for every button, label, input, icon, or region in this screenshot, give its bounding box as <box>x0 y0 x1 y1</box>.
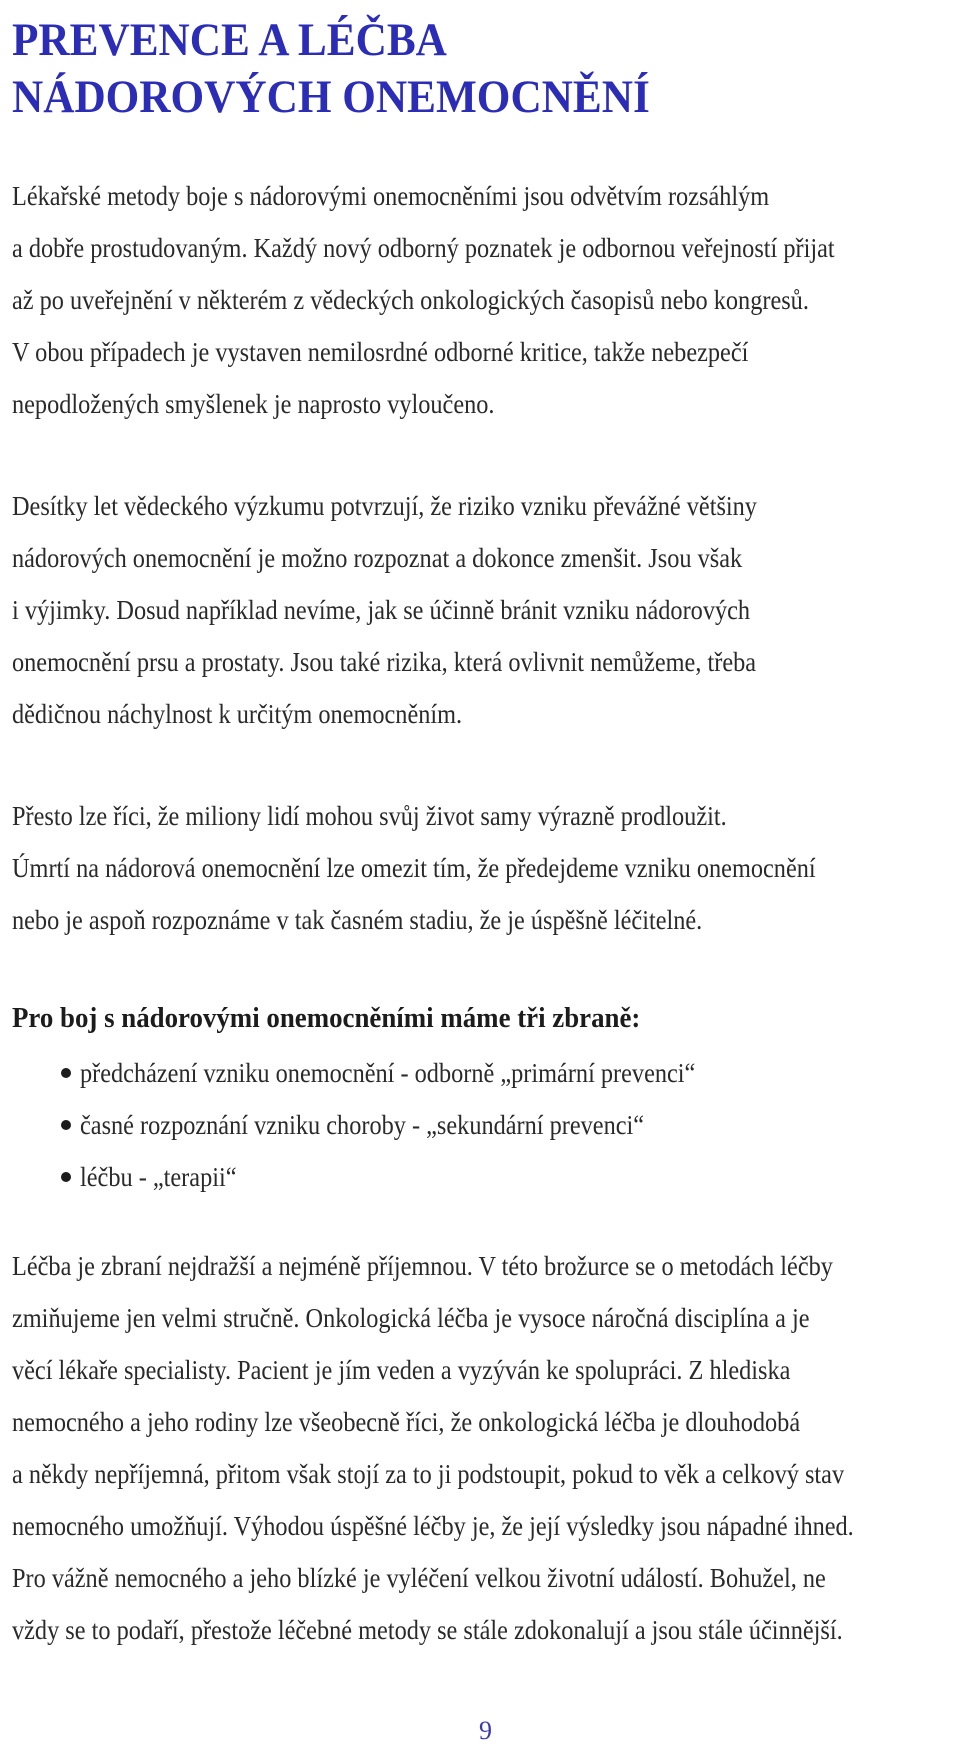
list-item <box>12 1099 764 1151</box>
bullet-icon <box>61 1172 71 1182</box>
title-line-1: PREVENCE A LÉČBA <box>12 14 447 66</box>
text-line: a dobře prostudovaným. Každý nový odborný poznatek je odbornou veřejností přijat <box>12 233 835 263</box>
text-line: Přesto lze říci, že miliony lidí mohou svůj život samy výrazně prodloužit. <box>12 801 727 831</box>
text-line: i výjimky. Dosud například nevíme, jak se účinně bránit vzniku nádorových <box>12 595 751 625</box>
text-line: nemocného a jeho rodiny lze všeobecně říci, že onkologická léčba je dlouhodobá <box>12 1407 801 1437</box>
text-line: nebo je aspoň rozpoznáme v tak časném stadiu, že je úspěšně léčitelné. <box>12 905 703 935</box>
page-title <box>12 12 650 126</box>
list-item-text: předcházení vzniku onemocnění - odborně „primární prevenci“ <box>80 1058 696 1088</box>
text-line: nemocného umožňují. Výhodou úspěšné léčby je, že její výsledky jsou nápadné ihned. <box>12 1511 854 1541</box>
text-line: dědičnou náchylnost k určitým onemocněním. <box>12 699 463 729</box>
weapons-list <box>12 1047 764 1203</box>
treatment-paragraph <box>12 1240 952 1656</box>
text-line: Léčba je zbraní nejdražší a nejméně příjemnou. V této brožurce se o metodách léčby <box>12 1251 833 1281</box>
text-line: Pro vážně nemocného a jeho blízké je vyléčení velkou životní událostí. Bohužel, ne <box>12 1563 826 1593</box>
text-line: Lékařské metody boje s nádorovými onemocněními jsou odvětvím rozsáhlým <box>12 181 770 211</box>
text-line: věcí lékaře specialisty. Pacient je jím veden a vyzýván ke spolupráci. Z hlediska <box>12 1355 791 1385</box>
text-line: nepodložených smyšlenek je naprosto vyloučeno. <box>12 389 495 419</box>
text-line: až po uveřejnění v některém z vědeckých onkologických časopisů nebo kongresů. <box>12 285 809 315</box>
bullet-icon <box>61 1068 71 1078</box>
text-line: Úmrtí na nádorová onemocnění lze omezit tím, že předejdeme vzniku onemocnění <box>12 853 816 883</box>
list-item <box>12 1047 764 1099</box>
text-line: a někdy nepříjemná, přitom však stojí za to ji podstoupit, pokud to věk a celkový stav <box>12 1459 845 1489</box>
list-item-text: časné rozpoznání vzniku choroby - „sekundární prevenci“ <box>80 1110 645 1140</box>
prolong-life-paragraph <box>12 790 952 946</box>
text-line: nádorových onemocnění je možno rozpoznat a dokonce zmenšit. Jsou však <box>12 543 743 573</box>
intro-paragraph <box>12 170 952 430</box>
page-number: 9 <box>479 1716 492 1745</box>
weapons-heading: Pro boj s nádorovými onemocněními máme tři zbraně: <box>12 1003 641 1034</box>
bullet-icon <box>61 1120 71 1130</box>
research-paragraph <box>12 480 952 740</box>
text-line: V obou případech je vystaven nemilosrdné odborné kritice, takže nebezpečí <box>12 337 749 367</box>
list-item <box>12 1151 764 1203</box>
text-line: onemocnění prsu a prostaty. Jsou také rizika, která ovlivnit nemůžeme, třeba <box>12 647 757 677</box>
text-line: Desítky let vědeckého výzkumu potvrzují, že riziko vzniku převážné většiny <box>12 491 757 521</box>
text-line: vždy se to podaří, přestože léčebné metody se stále zdokonalují a jsou stále účinnější. <box>12 1615 843 1645</box>
title-line-2: NÁDOROVÝCH ONEMOCNĚNÍ <box>12 71 650 123</box>
text-line: zmiňujeme jen velmi stručně. Onkologická léčba je vysoce náročná disciplína a je <box>12 1303 810 1333</box>
list-item-text: léčbu - „terapii“ <box>80 1162 237 1192</box>
